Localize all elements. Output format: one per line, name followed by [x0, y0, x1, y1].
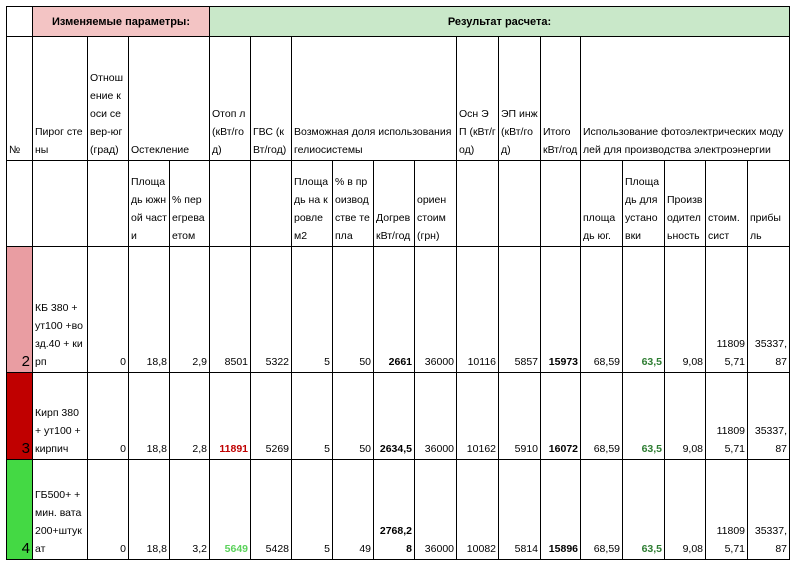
header-solar[interactable]: Возможная доля использования гелиосистемы: [292, 37, 457, 161]
cell-wall[interactable]: КБ 380 + ут100 +возд.40 + кирп: [33, 247, 88, 373]
cell-profit[interactable]: 35337,87: [748, 247, 790, 373]
cell-heat[interactable]: 11891: [210, 373, 251, 460]
cell-hw[interactable]: 5269: [251, 373, 292, 460]
cell-dogrev[interactable]: 2634,5: [374, 373, 415, 460]
row-number[interactable]: 2: [7, 247, 33, 373]
sub-empty-4[interactable]: [210, 161, 251, 247]
cell-south[interactable]: 18,8: [129, 373, 170, 460]
header-hw[interactable]: ГВС (кВт/год): [251, 37, 292, 161]
cell-sys-cost[interactable]: 118095,71: [706, 460, 748, 560]
cell-dogrev[interactable]: 2768,28: [374, 460, 415, 560]
cell-orient[interactable]: 0: [88, 247, 129, 373]
sub-area-south[interactable]: площадь юг.: [581, 161, 623, 247]
sub-orient-cost[interactable]: ориен стоим (грн): [415, 161, 457, 247]
cell-south[interactable]: 18,8: [129, 247, 170, 373]
cell-south[interactable]: 18,8: [129, 460, 170, 560]
cell-heat[interactable]: 5649: [210, 460, 251, 560]
cell-hw[interactable]: 5322: [251, 247, 292, 373]
cell-area-inst[interactable]: 63,5: [623, 373, 665, 460]
cell-area-inst[interactable]: 63,5: [623, 460, 665, 560]
header-heat[interactable]: Отоп л(кВт/год): [210, 37, 251, 161]
cell-productivity[interactable]: 9,08: [665, 373, 706, 460]
table-row: [7, 460, 790, 560]
corner-cell[interactable]: [7, 7, 33, 37]
cell-main-ep[interactable]: 10116: [457, 247, 499, 373]
cell-main-ep[interactable]: 10082: [457, 460, 499, 560]
cell-prod[interactable]: 50: [333, 247, 374, 373]
cell-hw[interactable]: 5428: [251, 460, 292, 560]
params-band[interactable]: Изменяемые параметры:: [33, 7, 210, 37]
cell-ocost[interactable]: 36000: [415, 373, 457, 460]
cell-wall[interactable]: Кирп 380 + ут100 + кирпич: [33, 373, 88, 460]
sub-prod-heat[interactable]: % в производстве тепла: [333, 161, 374, 247]
spreadsheet: [6, 6, 790, 560]
cell-main-ep[interactable]: 10162: [457, 373, 499, 460]
sub-empty-5[interactable]: [251, 161, 292, 247]
cell-sys-cost[interactable]: 118095,71: [706, 247, 748, 373]
cell-overheat[interactable]: 2,8: [170, 373, 210, 460]
sub-empty-6[interactable]: [457, 161, 499, 247]
cell-productivity[interactable]: 9,08: [665, 460, 706, 560]
sub-empty-7[interactable]: [499, 161, 541, 247]
table-row: [7, 373, 790, 460]
sub-productivity[interactable]: Производительность: [665, 161, 706, 247]
cell-eng-ep[interactable]: 5910: [499, 373, 541, 460]
cell-productivity[interactable]: 9,08: [665, 247, 706, 373]
cell-total[interactable]: 15896: [541, 460, 581, 560]
cell-area-s[interactable]: 68,59: [581, 460, 623, 560]
cell-dogrev[interactable]: 2661: [374, 247, 415, 373]
cell-orient[interactable]: 0: [88, 460, 129, 560]
header-pv[interactable]: Использование фотоэлектрических модулей для производства электроэнергии: [581, 37, 790, 161]
row-number[interactable]: 4: [7, 460, 33, 560]
cell-total[interactable]: 16072: [541, 373, 581, 460]
header-wall[interactable]: Пирог стены: [33, 37, 88, 161]
table-row: [7, 247, 790, 373]
header-total[interactable]: Итого кВт/год: [541, 37, 581, 161]
cell-roof[interactable]: 5: [292, 460, 333, 560]
header-main-ep[interactable]: Осн ЭП (кВт/год): [457, 37, 499, 161]
sub-sys-cost[interactable]: стоим. сист: [706, 161, 748, 247]
cell-roof[interactable]: 5: [292, 247, 333, 373]
cell-eng-ep[interactable]: 5857: [499, 247, 541, 373]
sub-south-area[interactable]: Площадь южной части: [129, 161, 170, 247]
header-glazing[interactable]: Остекление: [129, 37, 210, 161]
cell-profit[interactable]: 35337,87: [748, 373, 790, 460]
sub-dogrev[interactable]: Догрев кВт/год: [374, 161, 415, 247]
cell-roof[interactable]: 5: [292, 373, 333, 460]
sub-profit[interactable]: прибыль: [748, 161, 790, 247]
result-band[interactable]: Результат расчета:: [210, 7, 790, 37]
cell-area-inst[interactable]: 63,5: [623, 247, 665, 373]
cell-heat[interactable]: 8501: [210, 247, 251, 373]
header-orient[interactable]: Отношение к оси север-юг (град): [88, 37, 129, 161]
sub-empty-3[interactable]: [88, 161, 129, 247]
cell-overheat[interactable]: 3,2: [170, 460, 210, 560]
row-number[interactable]: 3: [7, 373, 33, 460]
header-no[interactable]: №: [7, 37, 33, 161]
sub-overheat[interactable]: % перегреваетом: [170, 161, 210, 247]
sub-empty-1[interactable]: [7, 161, 33, 247]
cell-prod[interactable]: 50: [333, 373, 374, 460]
calc-table: [6, 6, 790, 560]
sub-area-install[interactable]: Площадь для установки: [623, 161, 665, 247]
cell-sys-cost[interactable]: 118095,71: [706, 373, 748, 460]
cell-overheat[interactable]: 2,9: [170, 247, 210, 373]
cell-area-s[interactable]: 68,59: [581, 373, 623, 460]
cell-ocost[interactable]: 36000: [415, 247, 457, 373]
cell-area-s[interactable]: 68,59: [581, 247, 623, 373]
cell-orient[interactable]: 0: [88, 373, 129, 460]
cell-profit[interactable]: 35337,87: [748, 460, 790, 560]
sub-empty-2[interactable]: [33, 161, 88, 247]
cell-prod[interactable]: 49: [333, 460, 374, 560]
sub-empty-8[interactable]: [541, 161, 581, 247]
header-eng-ep[interactable]: ЭП инж(кВт/год): [499, 37, 541, 161]
cell-wall[interactable]: ГБ500+ +мин. вата 200+штукат: [33, 460, 88, 560]
cell-total[interactable]: 15973: [541, 247, 581, 373]
sub-roof-area[interactable]: Площадь на кровле м2: [292, 161, 333, 247]
cell-eng-ep[interactable]: 5814: [499, 460, 541, 560]
cell-ocost[interactable]: 36000: [415, 460, 457, 560]
